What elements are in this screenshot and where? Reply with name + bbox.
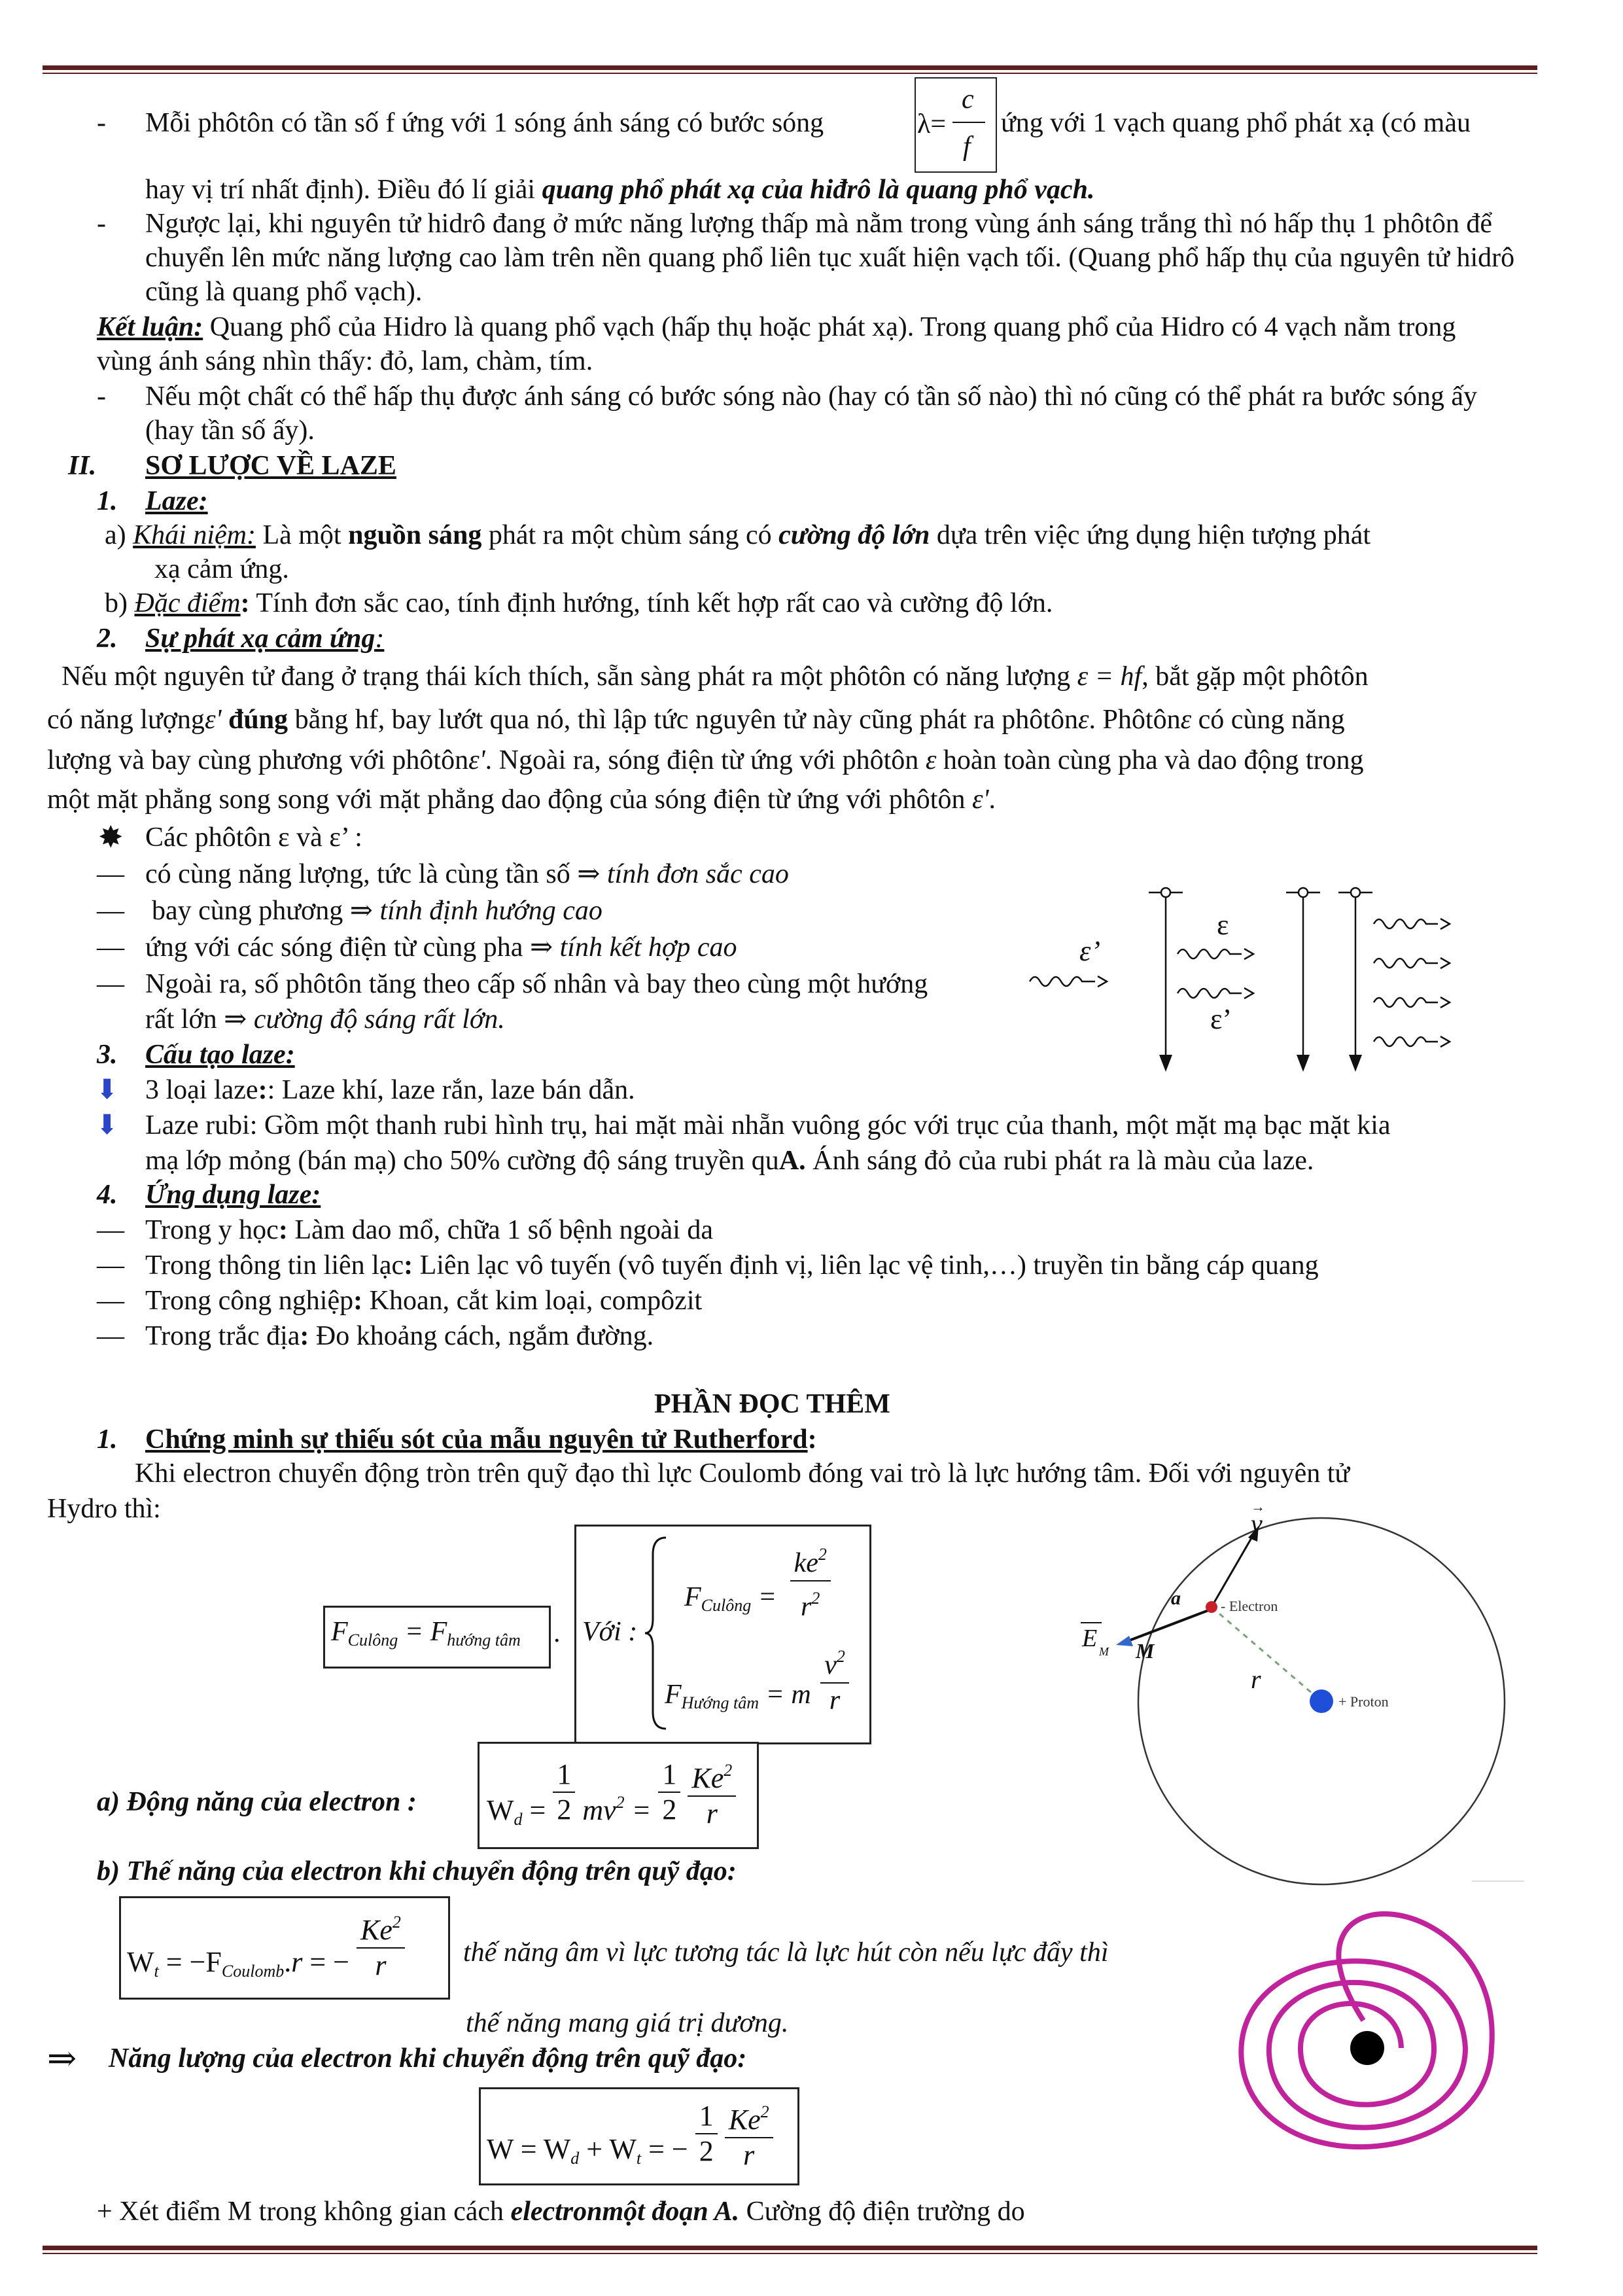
app-item-3: Trong công nghiệp: Khoan, cắt kim loại, compôzit	[145, 1286, 703, 1316]
photon-prop-5: rất lớn ⇒ cường độ sáng rất lớn.	[145, 1004, 505, 1034]
down-arrow-icon: ⬇	[96, 1075, 119, 1105]
section-number: II.	[68, 451, 97, 481]
f-centripetal-formula: $F_{Hướng tâm} = m$ $\frac{v^2}{r}$	[665, 1640, 849, 1718]
dash-icon: —	[97, 859, 124, 889]
subsection-title: Cấu tạo laze:	[145, 1040, 295, 1070]
dash-icon: —	[97, 932, 124, 963]
dash-icon: —	[97, 1250, 124, 1280]
p3-text: Nếu một chất có thể hấp thụ được ánh sáng có bước sóng nào (hay có tần số nào) thì nó cũng có thể phát ra bước sóng ấy (hay tần số ấy).	[145, 381, 1478, 446]
voi-label: Với :	[582, 1617, 638, 1647]
r-label: r	[1251, 1665, 1261, 1694]
photon-prop-3: ứng với các sóng điện từ cùng pha ⇒ tính kết hợp cao	[145, 932, 737, 963]
potential-note-1: thế năng âm vì lực tương tác là lực hút còn nếu lực đẩy thì	[463, 1937, 1109, 1968]
conclusion: Kết luận: Quang phổ của Hidro là quang phổ vạch (hấp thụ hoặc phát xạ). Trong quang phổ của Hidro có 4 vạch nằm trong vùng ánh sáng nhìn thấy: đỏ, lam, chàm, tím.	[97, 312, 1456, 376]
em-arrowhead	[1116, 1636, 1133, 1646]
app-item-2: Trong thông tin liên lạc: Liên lạc vô tuyến (vô tuyến định vị, liên lạc vệ tinh,…) truyền tin bằng cáp quang	[145, 1250, 1319, 1280]
bottom-rule-thin	[43, 2253, 1537, 2254]
em-sub-label: M	[1099, 1645, 1109, 1658]
potential-label: b) Thế năng của electron khi chuyển động trên quỹ đạo:	[97, 1856, 737, 1886]
section-title: SƠ LƯỢC VỀ LAZE	[145, 451, 396, 481]
laze-rubi-2: mạ lớp mỏng (bán mạ) cho 50% cường độ sáng truyền quA. Ánh sáng đỏ của rubi phát ra là màu của laze.	[145, 1146, 1314, 1176]
photon-prop-4: Ngoài ra, số phôtôn tăng theo cấp số nhân và bay theo cùng một hướng	[145, 969, 928, 999]
p1-text-b: ứng với 1 vạch quang phổ phát xạ (có màu	[1001, 108, 1471, 138]
p2-text: Ngược lại, khi nguyên tử hidrô đang ở mức năng lượng thấp mà nằm trong vùng ánh sáng trắng thì nó hấp thụ 1 phôtôn để chuyển lên mức năng lượng cao làm trên nền quang phổ liên tục xuất hiện vạch tối. (Quang phổ hấp thụ của nguyên tử hidrô cũng là quang phổ vạch).	[145, 209, 1515, 307]
stim-line-2: có năng lượngε' đúng bằng hf, bay lướt qua nó, thì lập tức nguyên tử này cũng phát ra phôtônε. Phôtônε có cùng năng	[47, 705, 1345, 735]
electron-label: - Electron	[1221, 1598, 1278, 1614]
app-item-4: Trong trắc địa: Đo khoảng cách, ngắm đường.	[145, 1321, 654, 1351]
down-arrow-icon: ⬇	[96, 1110, 119, 1140]
velocity-arrow	[1212, 1532, 1255, 1607]
atom-orbit-diagram	[1073, 1498, 1544, 1904]
v-label: v	[1251, 1509, 1263, 1538]
stim-line-3: lượng và bay cùng phương với phôtônε'. Ngoài ra, sóng điện từ ứng với phôtôn ε hoàn toàn cùng pha và dao động trong	[47, 745, 1364, 775]
f-coulomb-formula: $F_{Culông}$ = $\frac{ke^2}{r^2}$	[684, 1538, 831, 1624]
bottom-rule	[43, 2246, 1537, 2250]
radius-line	[1212, 1607, 1321, 1701]
top-rule-thin	[43, 73, 1537, 74]
reading-number: 1.	[97, 1424, 118, 1455]
implies-arrow-icon: ⇒	[47, 2039, 77, 2078]
force-balance-formula: $F_{Culông} = F_{hướng tâm}$	[331, 1617, 521, 1650]
laze-concept-cont: xạ cảm ứng.	[154, 554, 289, 584]
kinetic-formula: $W_d$ = $\frac{1}{2}$ $mv^2$ = $\frac{1}{2}$ $\frac{Ke^2}{r}$	[487, 1754, 736, 1831]
subsection-number: 2.	[97, 624, 118, 654]
photon-prop-1: có cùng năng lượng, tức là cùng tần số ⇒ tính đơn sắc cao	[145, 859, 789, 889]
nucleus-dot	[1350, 2031, 1384, 2065]
laze-rubi-1: Laze rubi: Gồm một thanh rubi hình trụ, hai mặt mài nhẵn vuông góc với trục của thanh, một mặt mạ bạc mặt kia	[145, 1110, 1391, 1140]
dash-icon: —	[97, 1321, 124, 1351]
energy-formula: $W = W_d + W_t$ = − $\frac{1}{2}$ $\frac{Ke^2}{r}$	[487, 2095, 773, 2172]
dash-bullet: -	[97, 108, 106, 138]
p1-text-a: Mỗi phôtôn có tần số f ứng với 1 sóng ánh sáng có bước sóng	[145, 108, 824, 138]
dash-icon: —	[97, 1286, 124, 1316]
proton-dot	[1310, 1689, 1333, 1713]
eps-prime-left-label: ε’	[1079, 935, 1100, 967]
reading-intro-1: Khi electron chuyển động tròn trên quỹ đạo thì lực Coulomb đóng vai trò là lực hướng tâm. Đối với nguyên tử	[135, 1458, 1350, 1489]
subsection-number: 1.	[97, 486, 118, 516]
small-rule	[1472, 1881, 1524, 1882]
energy-title: Năng lượng của electron khi chuyển động trên quỹ đạo:	[109, 2043, 747, 2074]
eps-prime-mid-label: ε’	[1210, 1003, 1232, 1035]
laze-concept-line: a) Khái niệm: Là một nguồn sáng phát ra một chùm sáng có cường độ lớn dựa trên việc ứng dụng hiện tượng phát	[105, 520, 1371, 550]
potential-formula: $W_t = -F_{Coulomb}.r$ = − $\frac{Ke^2}{r}$	[127, 1905, 405, 1983]
photons-head: Các phôtôn ε và ε’ :	[145, 822, 362, 853]
potential-note-2: thế năng mang giá trị dương.	[466, 2008, 789, 2038]
dot: .	[553, 1618, 561, 1648]
asterisk-icon: ✸	[98, 821, 124, 854]
lambda-eq: λ=	[917, 109, 947, 139]
subsection-title: Sự phát xạ cảm ứng:	[145, 624, 385, 654]
em-label: E	[1082, 1625, 1098, 1652]
eps-mid-label: ε	[1217, 909, 1229, 941]
lambda-den: f	[963, 132, 971, 162]
m-label: M	[1136, 1639, 1155, 1663]
subsection-number: 4.	[97, 1180, 118, 1210]
kinetic-label: a) Động năng của electron :	[97, 1787, 417, 1817]
dash-bullet: -	[97, 209, 106, 239]
subsection-number: 3.	[97, 1040, 118, 1070]
photon-prop-2: bay cùng phương ⇒ tính định hướng cao	[152, 896, 602, 926]
laze-types: 3 loại laze:: Laze khí, laze rắn, laze bán dẫn.	[145, 1075, 635, 1105]
a-label: a	[1171, 1587, 1181, 1609]
stim-line-4: một mặt phẳng song song với mặt phẳng dao động của sóng điện từ ứng với phôtôn ε'.	[47, 785, 996, 815]
stim-line-1: Nếu một nguyên tử đang ở trạng thái kích thích, sẵn sàng phát ra một phôtôn có năng lượng ε = hf, bắt gặp một phôtôn	[61, 662, 1369, 692]
laze-feature-line: b) Đặc điểm: Tính đơn sắc cao, tính định hướng, tính kết hợp rất cao và cường độ lớn.	[105, 588, 1053, 618]
dash-bullet: -	[97, 381, 106, 412]
dash-icon: —	[97, 969, 124, 999]
spiral-path	[1241, 1914, 1492, 2147]
app-item-1: Trong y học: Làm dao mổ, chữa 1 số bệnh ngoài da	[145, 1215, 714, 1245]
p1-text-c: hay vị trí nhất định). Điều đó lí giải quang phổ phát xạ của hiđrô là quang phổ vạch.	[145, 175, 1095, 205]
reading-title: PHẦN ĐỌC THÊM	[654, 1389, 890, 1419]
dash-icon: —	[97, 896, 124, 926]
acceleration-arrow	[1128, 1610, 1210, 1641]
v-arrow-mark: →	[1251, 1498, 1265, 1515]
subsection-title: Laze:	[145, 486, 208, 516]
subsection-title: Ứng dụng laze:	[145, 1180, 321, 1210]
lambda-frac-line	[952, 122, 985, 123]
proton-label: + Proton	[1338, 1693, 1389, 1710]
reading-subtitle: Chứng minh sự thiếu sót của mẫu nguyên tử Rutherford:	[145, 1424, 817, 1455]
top-rule	[43, 65, 1537, 70]
dash-icon: —	[97, 1215, 124, 1245]
lambda-num: c	[962, 84, 974, 115]
stimulated-emission-diagram	[1021, 877, 1518, 1080]
reading-intro-2: Hydro thì:	[47, 1494, 161, 1524]
last-line: + Xét điểm M trong không gian cách electronmột đoạn A. Cường độ điện trường do	[97, 2197, 1025, 2227]
spiral-collapse-diagram	[1230, 1911, 1505, 2185]
electron-dot	[1206, 1601, 1217, 1613]
